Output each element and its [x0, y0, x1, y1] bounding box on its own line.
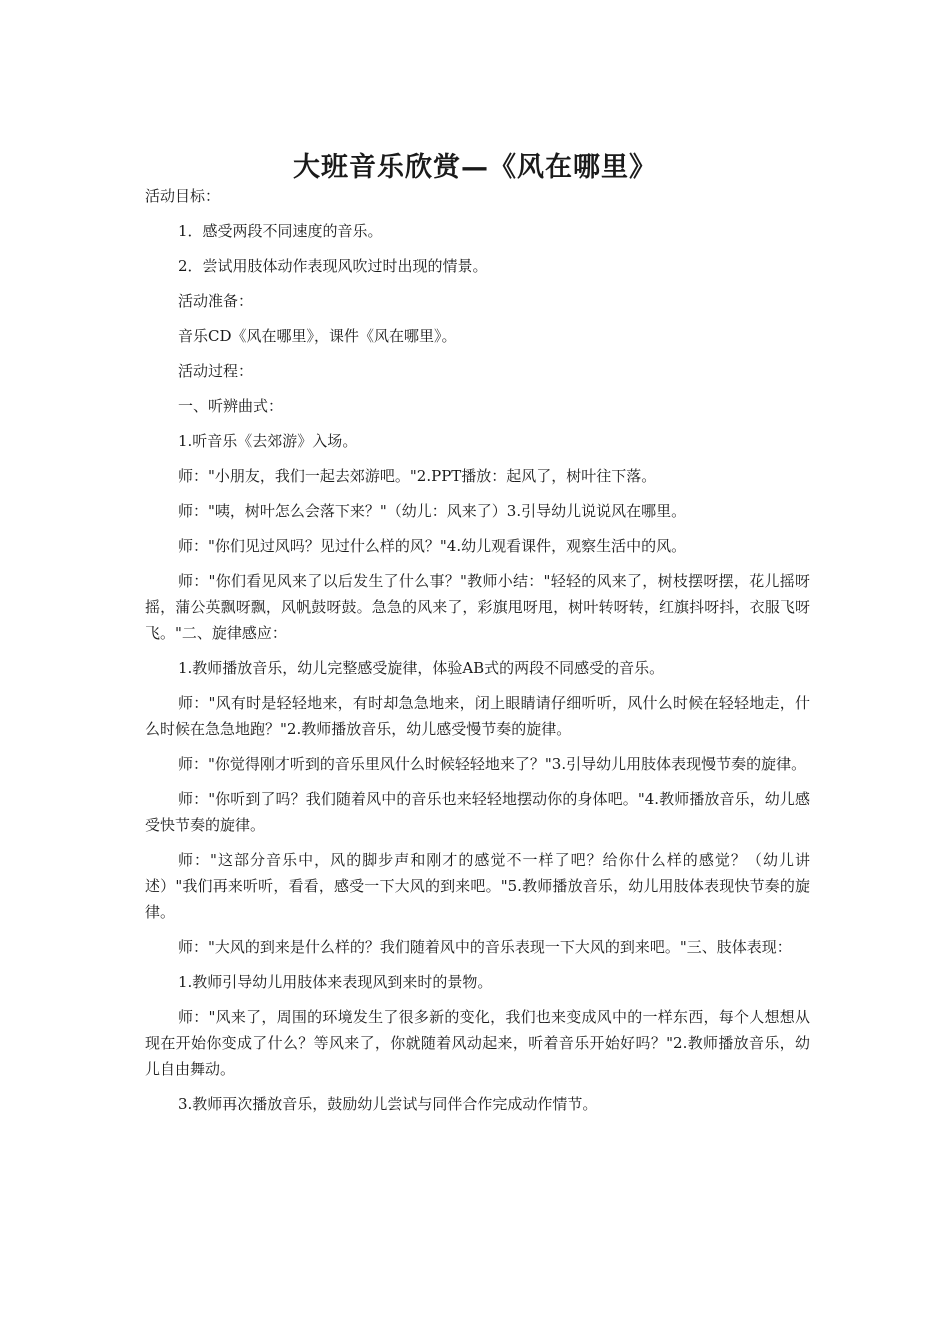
paragraph: 师："大风的到来是什么样的？我们随着风中的音乐表现一下大风的到来吧。"三、肢体表现：: [178, 938, 792, 956]
section-heading-preparation: 活动准备：: [178, 292, 254, 310]
paragraph: 师："小朋友，我们一起去郊游吧。"2.PPT播放：起风了，树叶往下落。: [178, 467, 657, 485]
paragraph: 师："风有时是轻轻地来，有时却急急地来，闭上眼睛请仔细听听，风什么时候在轻轻地走，什么时候在急急地跑？"2.教师播放音乐，幼儿感受慢节奏的旋律。: [145, 694, 810, 738]
paragraph: 3.教师再次播放音乐，鼓励幼儿尝试与同伴合作完成动作情节。: [178, 1095, 598, 1113]
paragraph: 师："咦，树叶怎么会落下来？"（幼儿：风来了）3.引导幼儿说说风在哪里。: [178, 502, 687, 520]
paragraph: 2．尝试用肢体动作表现风吹过时出现的情景。: [178, 257, 488, 275]
paragraph: 1.听音乐《去郊游》入场。: [178, 432, 358, 450]
section-heading-process: 活动过程：: [178, 362, 254, 380]
paragraph: 1.教师引导幼儿用肢体来表现风到来时的景物。: [178, 973, 493, 991]
paragraph: 1.教师播放音乐，幼儿完整感受旋律，体验AB式的两段不同感受的音乐。: [178, 659, 665, 677]
paragraph: 师："你们见过风吗？见过什么样的风？"4.幼儿观看课件，观察生活中的风。: [178, 537, 687, 555]
paragraph: 音乐CD《风在哪里》，课件《风在哪里》。: [178, 327, 457, 345]
document-title: 大班音乐欣赏—《风在哪里》: [293, 152, 657, 184]
paragraph: 1．感受两段不同速度的音乐。: [178, 222, 383, 240]
section-heading-goals: 活动目标：: [145, 187, 221, 205]
document-body: [145, 183, 810, 1126]
paragraph: 师："这部分音乐中，风的脚步声和刚才的感觉不一样了吧？给你什么样的感觉？（幼儿讲述）"我们再来听听，看看，感受一下大风的到来吧。"5.教师播放音乐，幼儿用肢体表现快节奏的旋律。: [145, 851, 810, 921]
paragraph: 一、听辨曲式：: [178, 397, 284, 415]
paragraph: 师："你觉得刚才听到的音乐里风什么时候轻轻地来了？"3.引导幼儿用肢体表现慢节奏的旋律。: [178, 755, 807, 773]
paragraph: 师："你听到了吗？我们随着风中的音乐也来轻轻地摆动你的身体吧。"4.教师播放音乐，幼儿感受快节奏的旋律。: [145, 790, 810, 834]
paragraph: 师："你们看见风来了以后发生了什么事？"教师小结："轻轻的风来了，树枝摆呀摆，花儿摇呀摇，蒲公英飘呀飘，风帆鼓呀鼓。急急的风来了，彩旗甩呀甩，树叶转呀转，红旗抖呀抖，衣服飞呀飞。"二、旋律感应：: [145, 572, 810, 642]
paragraph: 师："风来了，周围的环境发生了很多新的变化，我们也来变成风中的一样东西，每个人想想从现在开始你变成了什么？等风来了，你就随着风动起来，听着音乐开始好吗？"2.教师播放音乐，幼儿自由舞动。: [145, 1008, 810, 1078]
